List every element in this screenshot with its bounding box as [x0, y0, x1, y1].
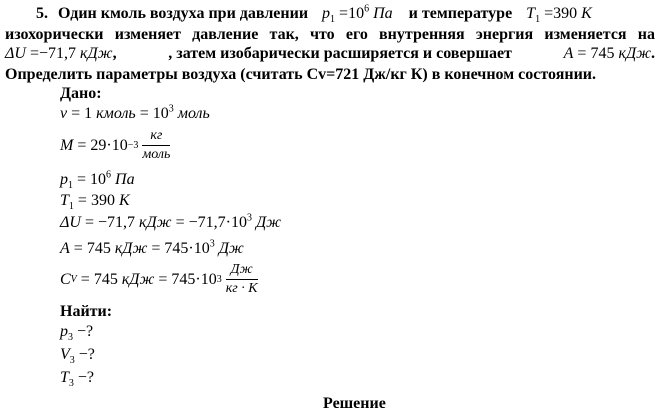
- find-item: $V_3$ −?: [60, 346, 95, 367]
- solution-heading: Решение: [323, 395, 386, 412]
- du-expression: ΔU =−71,7 кДж,: [5, 45, 117, 62]
- a-expression: A = 745 кДж.: [563, 45, 655, 62]
- t1-expression: $T_1 =390$ К: [526, 5, 592, 26]
- problem-text-3: , затем изобарически расширяется и совершает: [168, 45, 512, 62]
- given-nu: ν = 1 кмоль = $10^3$ моль: [60, 103, 210, 122]
- problem-line-2: изохорически изменяет давление так, что его внутренняя энергия изменяется на: [5, 26, 655, 43]
- find-item: $T_3$ −?: [60, 369, 95, 390]
- given-p1: $p_1 = 10^6$ Па: [60, 169, 135, 192]
- find-heading: Найти:: [60, 303, 113, 320]
- problem-text: Один кмоль воздуха при давлении: [58, 5, 309, 22]
- problem-text-2: и температуре: [408, 5, 513, 22]
- given-t1: $T_1 = 390$ К: [60, 192, 130, 213]
- find-item: $p_3$ −?: [60, 323, 94, 344]
- problem-number: 5.: [36, 5, 48, 22]
- given-cv: C V = 745 кДж = 745·10 3 $\frac{Дж}{кг \cdot К}$: [60, 262, 258, 296]
- given-heading: Дано:: [60, 85, 102, 102]
- cv-unit-fraction: $\frac{Дж}{кг \cdot К}$: [225, 262, 258, 296]
- given-du: ΔU = −71,7 кДж = $-71,7\cdot 10^3$ Дж: [60, 212, 282, 231]
- problem-line-1: [36, 3, 592, 26]
- given-m: M = 29·10 −3 $\frac{кг}{\text{моль}}$: [60, 128, 171, 162]
- p1-expression: $p_1 =10^6$ Па: [322, 3, 393, 26]
- given-a: A = 745 кДж = $745\cdot 10^3$ Дж: [60, 238, 244, 257]
- problem-line-4: Определить параметры воздуха (считать Cv=721 Дж/кг К) в конечном состоянии.: [5, 66, 596, 83]
- problem-line-3: [5, 45, 655, 63]
- m-unit-fraction: $\frac{кг}{\text{моль}}$: [142, 128, 171, 162]
